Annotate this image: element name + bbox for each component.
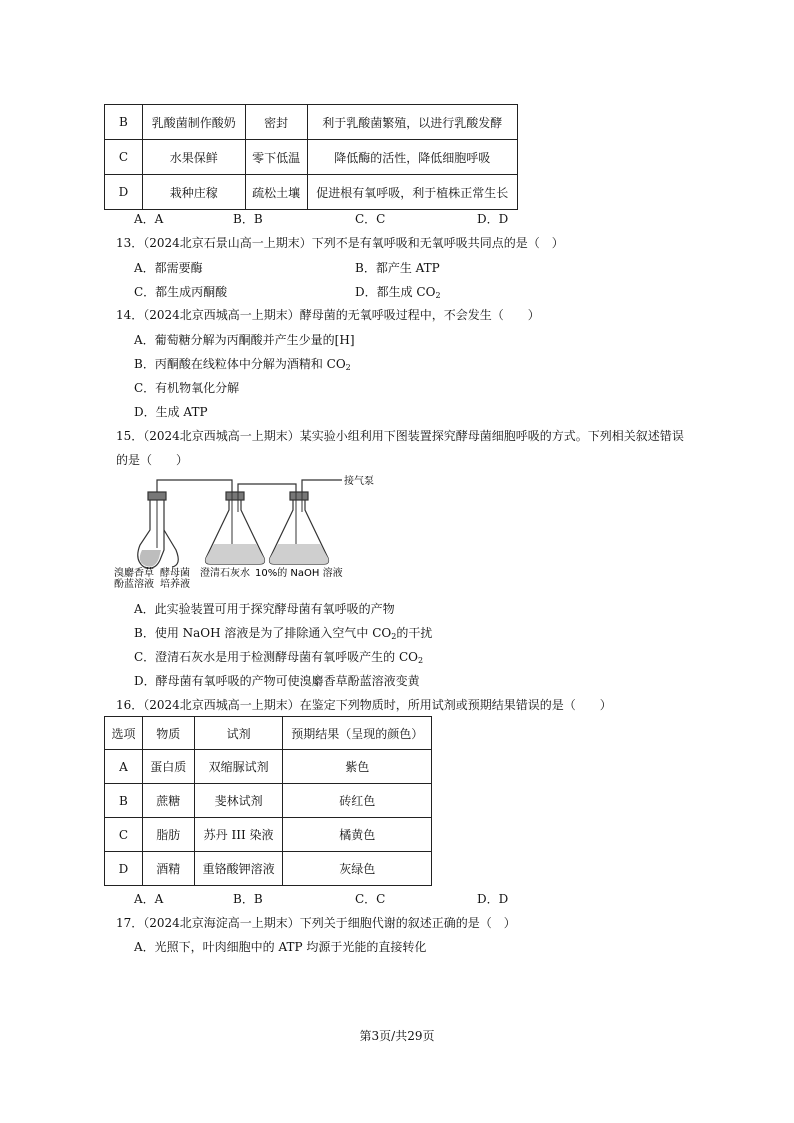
question-15-stem-line2: 的是（ ）	[116, 453, 189, 467]
table-cell: 苏丹 III 染液	[194, 818, 283, 852]
label-yeast-line1: 酵母菌	[160, 568, 190, 579]
table-cell: 橘黄色	[283, 818, 432, 852]
table-cell: 斐林试剂	[194, 784, 283, 818]
q15-option-c-text: C．澄清石灰水是用于检测酵母菌有氧呼吸产生的 CO	[134, 650, 419, 664]
table-cell: 促进根有氧呼吸，利于植株正常生长	[307, 175, 517, 210]
table-row	[105, 818, 432, 852]
table-cell: A	[105, 750, 143, 784]
table-header: 物质	[142, 717, 194, 750]
label-bromothymol-line1: 溴麝香草	[114, 568, 154, 579]
table-header: 选项	[105, 717, 143, 750]
question-15-stem-line1: 15．（2024北京西城高一上期末）某实验小组利用下图装置探究酵母菌细胞呼吸的方式。下列相关叙述错误	[116, 429, 684, 443]
table-cell: 降低酶的活性，降低细胞呼吸	[307, 140, 517, 175]
answer-option[interactable]: B．B	[233, 212, 263, 226]
experiment-apparatus-figure	[110, 470, 400, 588]
table-cell: 酒精	[142, 852, 194, 886]
pump-label: 接气泵	[344, 476, 374, 487]
table-cell: 乳酸菌制作酸奶	[142, 105, 245, 140]
question-16-stem: 16．（2024北京西城高一上期末）在鉴定下列物质时，所用试剂或预期结果错误的是（ ）	[116, 698, 612, 712]
table-cell: 利于乳酸菌繁殖，以进行乳酸发酵	[307, 105, 517, 140]
table-q12-continued	[104, 104, 518, 210]
q14-option-d[interactable]: D．生成 ATP	[134, 405, 208, 419]
table-row	[105, 784, 432, 818]
q13-option-b[interactable]: B．都产生 ATP	[355, 261, 440, 275]
q14-option-c[interactable]: C．有机物氧化分解	[134, 381, 240, 395]
q14-option-a[interactable]: A．葡萄糖分解为丙酮酸并产生少量的[H]	[134, 333, 355, 347]
table-cell: D	[105, 175, 143, 210]
table-cell: 蛋白质	[142, 750, 194, 784]
table-cell: 密封	[245, 105, 307, 140]
table-cell: B	[105, 105, 143, 140]
q13-option-d-text: D．都生成 CO	[355, 285, 436, 299]
q15-option-b[interactable]	[134, 624, 432, 641]
question-14-stem: 14．（2024北京西城高一上期末）酵母菌的无氧呼吸过程中，不会发生（ ）	[116, 308, 540, 322]
table-row	[105, 105, 518, 140]
table-cell: 双缩脲试剂	[194, 750, 283, 784]
table-row	[105, 750, 432, 784]
table-cell: 砖红色	[283, 784, 432, 818]
table-cell: 紫色	[283, 750, 432, 784]
subscript: 2	[418, 656, 424, 665]
tube-2	[238, 484, 296, 492]
table-header: 试剂	[194, 717, 283, 750]
q13-option-d[interactable]	[355, 283, 441, 300]
table-cell: 重铬酸钾溶液	[194, 852, 283, 886]
flask-2-liquid	[270, 544, 329, 564]
table-cell: 水果保鲜	[142, 140, 245, 175]
q13-option-a[interactable]: A．都需要酶	[134, 261, 203, 275]
subscript: 2	[345, 363, 351, 372]
q15-option-a[interactable]: A．此实验装置可用于探究酵母菌有氧呼吸的产物	[134, 602, 395, 616]
label-bromothymol-line2: 酚蓝溶液	[114, 579, 154, 588]
q12-answer-options	[0, 210, 794, 226]
table-cell: B	[105, 784, 143, 818]
q17-option-a[interactable]: A．光照下，叶肉细胞中的 ATP 均源于光能的直接转化	[134, 940, 427, 954]
table-q16	[104, 716, 432, 886]
tube-1	[157, 480, 232, 500]
answer-option[interactable]: A．A	[134, 892, 164, 906]
table-header: 预期结果（呈现的颜色）	[283, 717, 432, 750]
table-cell: C	[105, 140, 143, 175]
flask-2-stopper	[290, 492, 308, 500]
answer-option[interactable]: D．D	[477, 892, 509, 906]
q15-option-d[interactable]: D．酵母菌有氧呼吸的产物可使溴麝香草酚蓝溶液变黄	[134, 674, 420, 688]
q15-option-c[interactable]	[134, 648, 423, 665]
answer-option[interactable]: A．A	[134, 212, 164, 226]
q14-option-b-text: B．丙酮酸在线粒体中分解为酒精和 CO	[134, 357, 346, 371]
answer-option[interactable]: D．D	[477, 212, 509, 226]
table-row	[105, 140, 518, 175]
q14-option-b[interactable]	[134, 355, 351, 372]
question-17-stem: 17．（2024北京海淀高一上期末）下列关于细胞代谢的叙述正确的是（ ）	[116, 916, 516, 930]
label-naoh: 10%的 NaOH 溶液	[255, 568, 343, 579]
table-row	[105, 175, 518, 210]
answer-option[interactable]: C．C	[355, 212, 386, 226]
table-row	[105, 852, 432, 886]
question-13-stem: 13．（2024北京石景山高一上期末）下列不是有氧呼吸和无氧呼吸共同点的是（ ）	[116, 236, 564, 250]
label-limewater: 澄清石灰水	[200, 568, 250, 579]
tube-3	[302, 480, 342, 492]
subscript: 2	[435, 291, 441, 300]
answer-option[interactable]: C．C	[355, 892, 386, 906]
q16-answer-options	[0, 890, 794, 906]
table-cell: 脂肪	[142, 818, 194, 852]
table-cell: 蔗糖	[142, 784, 194, 818]
q13-option-c[interactable]: C．都生成丙酮酸	[134, 285, 228, 299]
table-cell: 零下低温	[245, 140, 307, 175]
table-cell: 灰绿色	[283, 852, 432, 886]
subscript: 2	[391, 632, 397, 641]
table-cell: 疏松土壤	[245, 175, 307, 210]
answer-option[interactable]: B．B	[233, 892, 263, 906]
table-cell: C	[105, 818, 143, 852]
label-yeast-line2: 培养液	[160, 579, 190, 588]
flask-1-stopper	[226, 492, 244, 500]
table-header-row	[105, 717, 432, 750]
table-cell: D	[105, 852, 143, 886]
q15-option-b-text: B．使用 NaOH 溶液是为了排除通入空气中 CO	[134, 626, 392, 640]
stopper	[148, 492, 166, 500]
table-cell: 栽种庄稼	[142, 175, 245, 210]
q15-option-b-suffix: 的干扰	[396, 626, 433, 640]
page-number: 第3页/共29页	[359, 1029, 435, 1043]
flask-1-liquid	[206, 544, 265, 564]
side-branch	[164, 530, 178, 567]
